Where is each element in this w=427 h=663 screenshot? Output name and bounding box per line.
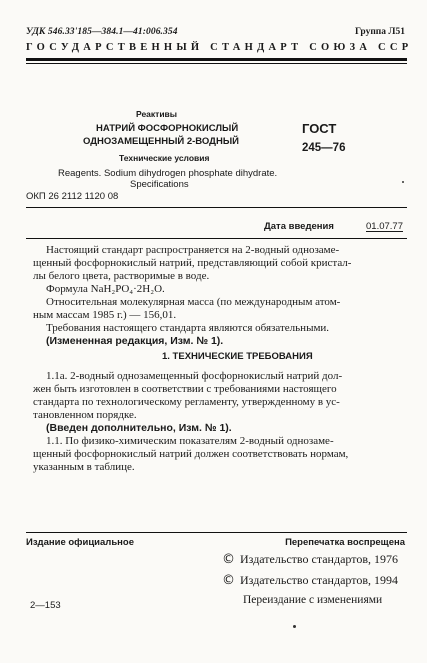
clause-1-1a-line: жен быть изготовлен в соответствии с требованиями настоящего [33,383,337,395]
intro-date-value: 01.07.77 [366,221,403,232]
okp-code: ОКП 26 2112 1120 08 [26,191,119,202]
scan-speck [293,625,296,628]
intro-paragraph-line: щенный фосфорнокислый натрий, представляющий собой кристал- [33,257,352,269]
date-rule [26,238,407,239]
clause-1-1a-line: стандарта по технологическому регламенту, утвержденному в ус- [33,396,340,408]
copyright-line-1976 [222,552,398,567]
official-edition-label: Издание официальное [26,537,134,548]
clause-1-1-line: 1.1. По физико-химическим показателям 2-водный однозаме- [46,435,334,447]
copyright-line-1994 [222,573,398,588]
product-name-line2: ОДНОЗАМЕЩЕННЫЙ 2-ВОДНЫЙ [83,136,239,147]
reissue-note: Переиздание с изменениями [243,594,383,606]
section-title: 1. ТЕХНИЧЕСКИЕ ТРЕБОВАНИЯ [162,351,313,362]
intro-date-label: Дата введения [264,221,334,232]
subtitle: Технические условия [119,153,210,163]
udk-code: УДК 546.33'185—384.1—41:006.354 [26,27,178,37]
mandatory-requirements-line: Требования настоящего стандарта являются обязательными. [46,322,330,334]
molar-mass-line: Относительная молекулярная масса (по международным атом- [46,296,341,308]
amendment-note: (Измененная редакция, Изм. № 1). [46,335,224,347]
gost-label: ГОСТ [302,121,337,136]
header-thick-rule [26,58,407,61]
clause-1-1a-line: 1.1а. 2-водный однозамещенный фосфорнокислый натрий дол- [46,370,343,382]
title-block-rule [26,207,407,208]
added-note: (Введен дополнительно, Изм. № 1). [46,422,232,434]
reprint-prohibited-label: Перепечатка воспрещена [285,537,405,548]
clause-1-1-line: указанным в таблице. [33,461,135,473]
copyright-icon: © [222,552,235,567]
copyright-text: Издательство стандартов, 1994 [240,573,398,587]
intro-paragraph-line: Настоящий стандарт распространяется на 2-водный однозаме- [46,244,340,256]
copyright-icon: © [222,573,235,588]
english-title-line1: Reagents. Sodium dihydrogen phosphate dihydrate. [58,168,278,179]
group-code: Группа Л51 [354,27,405,37]
footer-rule [26,532,407,533]
intro-paragraph-line: лы белого цвета, растворимые в воде. [33,270,210,282]
scan-speck [402,181,404,183]
english-title-line2: Specifications [130,179,189,190]
gost-number: 245—76 [302,142,346,154]
page-code: 2—153 [30,600,61,611]
product-name-line1: НАТРИЙ ФОСФОРНОКИСЛЫЙ [96,123,239,134]
molar-mass-line: ным массам 1985 г.) — 156,01. [33,309,177,321]
copyright-text: Издательство стандартов, 1976 [240,552,398,566]
state-standard-heading: ГОСУДАРСТВЕННЫЙ СТАНДАРТ СОЮЗА ССР [26,42,413,53]
category-label: Реактивы [136,109,178,119]
clause-1-1a-line: тановленном порядке. [33,409,137,421]
formula-line: Формула NaH₂PO₄·2H₂O. [46,283,165,295]
clause-1-1-line: щенный фосфорнокислый натрий должен соответствовать нормам, [33,448,349,460]
header-thin-rule [26,63,407,64]
